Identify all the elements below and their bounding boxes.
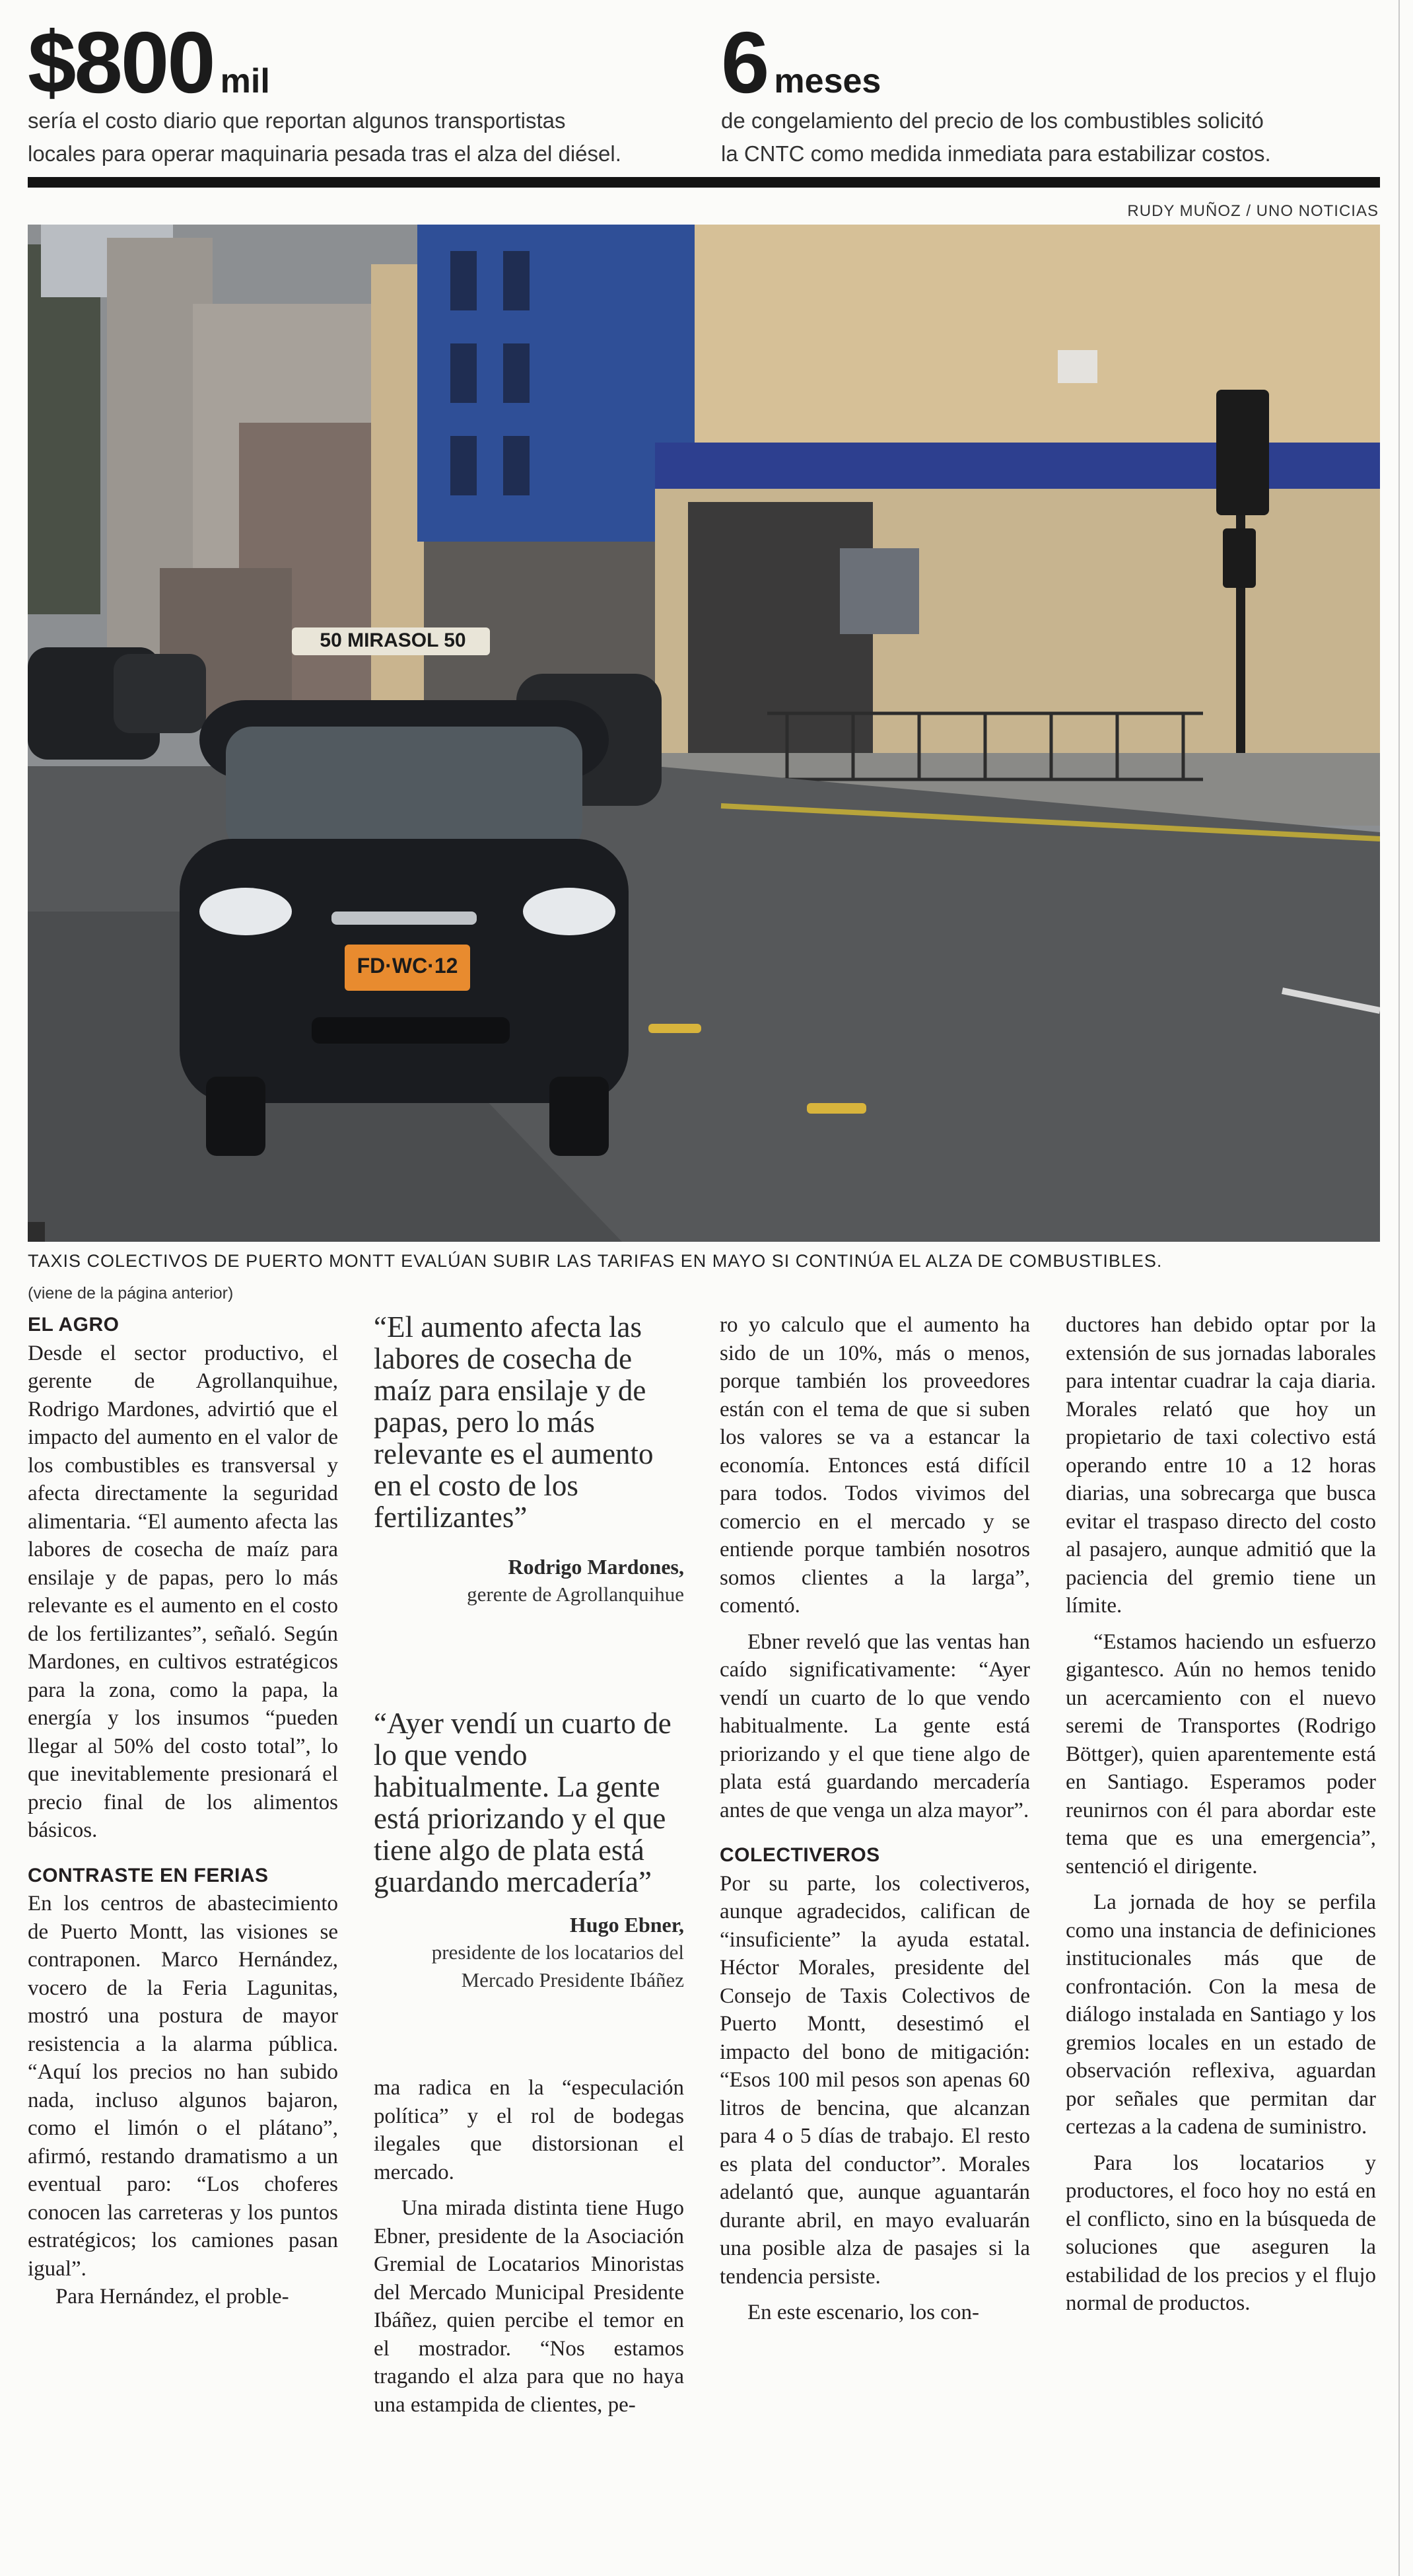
news-photo	[28, 225, 1380, 1242]
stat-1-number: $800	[28, 14, 214, 111]
section-heading-el-agro: EL AGRO	[28, 1314, 120, 1336]
stat-2-line-1: de congelamiento del precio de los combustibles solicitó	[721, 108, 1264, 133]
pull-quote-mardones	[374, 1311, 684, 1608]
pull-quote-role: presidente de los locatarios del Mercado Presidente Ibáñez	[431, 1941, 684, 1991]
section-heading-contraste: CONTRASTE EN FERIAS	[28, 1864, 269, 1886]
stat-2-description	[721, 104, 1381, 170]
article-column-1	[28, 1311, 338, 2311]
paragraph: En los centros de abastecimiento de Puerto Montt, las visiones se contraponen. Marco Hernández, vocero de la Feria Lagunitas, mostró una postura de mayor resistencia a la alarma pública. “Aquí los precios no han subido nada, incluso algunos bajaron, como el limón o el plátano”, afirmó, restando dramatismo a un eventual paro: “Los choferes conocen las carreteras y los puntos estratégicos; los camiones pasan igual”.	[28, 1892, 338, 2281]
article-column-3	[720, 1311, 1030, 2327]
license-plate: FD·WC·12	[357, 954, 458, 978]
paragraph: Desde el sector productivo, el gerente de Agrollanquihue, Rodrigo Mardones, advirtió que el impacto del aumento en el valor de los combustibles es transversal y afecta directamente la seguridad alimentaria. “El aumento afecta las labores de cosecha de maíz para ensilaje y de papas, pero lo más relevante es el aumento en el costo de los fertilizantes”, señaló. Según Mardones, en cultivos estratégicos para la zona, como la papa, la energía y los insumos “pueden llegar al 50% del costo total”, lo que inevitablemente presionará el precio final de los alimentos básicos.	[28, 1341, 338, 1842]
pull-quote-text: “El aumento afecta las labores de cosecha de maíz para ensilaje y de papas, pero lo más relevante es el aumento en el costo de los fertilizantes”	[374, 1310, 654, 1534]
photo-caption: TAXIS COLECTIVOS DE PUERTO MONTT EVALÚAN SUBIR LAS TARIFAS EN MAYO SI CONTINÚA EL ALZA DE COMBUSTIBLES.	[28, 1251, 1163, 1271]
stat-2-line-2: la CNTC como medida inmediata para estabilizar costos.	[721, 141, 1271, 166]
article-column-2	[374, 2074, 684, 2419]
taxi-roof-sign: 50 MIRASOL 50	[320, 629, 466, 651]
paragraph: ma radica en la “especulación política” y el rol de bodegas ilegales que distorsionan el mercado.	[374, 2076, 684, 2184]
paragraph: Para los locatarios y productores, el foco hoy no está en el conflicto, sino en la búsqueda de soluciones que aseguren la estabilidad de los precios y el flujo normal de productos.	[1066, 2151, 1376, 2315]
pull-quote-name: Hugo Ebner,	[569, 1913, 684, 1937]
article-column-4	[1066, 1311, 1376, 2318]
paragraph: Una mirada distinta tiene Hugo Ebner, presidente de la Asociación Gremial de Locatarios Minoristas del Mercado Municipal Presidente Ibáñez, quien percibe el temor en el mostrador. “Nos estamos tragando el alza para que no haya una estampida de clientes, pe-	[374, 2196, 684, 2417]
continued-note: (viene de la página anterior)	[28, 1284, 234, 1303]
stat-2-unit: meses	[774, 62, 881, 100]
paragraph: “Estamos haciendo un esfuerzo gigantesco. Aún no hemos tenido un acercamiento con el nuevo seremi de Transportes (Rodrigo Böttger), quien aparentemente está en Santiago. Esperamos poder reunirnos con él para abordar este tema que es una emergencia”, sentenció el dirigente.	[1066, 1629, 1376, 1878]
pull-quote-ebner	[374, 1707, 684, 1994]
stat-1-unit: mil	[220, 62, 270, 100]
pull-quote-text: “Ayer vendí un cuarto de lo que vendo habitualmente. La gente está priorizando y el que tiene algo de plata está guardando mercadería”	[374, 1707, 672, 1898]
paragraph: Ebner reveló que las ventas han caído significativamente: “Ayer vendí un cuarto de lo que vendo habitualmente. La gente está priorizando y el que tiene algo de plata está guardando mercadería antes de que venga un alza mayor”.	[720, 1629, 1030, 1822]
pull-quote-name: Rodrigo Mardones,	[508, 1555, 684, 1579]
stat-1-line-1: sería el costo diario que reportan algunos transportistas	[28, 108, 566, 133]
paragraph: ro yo calculo que el aumento ha sido de un 10%, más o menos, porque también los proveedores están con el tema de que si suben los valores se va a estancar la economía. Entonces está difícil para todos. Todos vivimos del comercio en el mercado y se entiende porque también nosotros somos clientes a la larga”, comentó.	[720, 1313, 1030, 1618]
stat-1-description	[28, 104, 688, 170]
pull-quote-role: gerente de Agrollanquihue	[467, 1583, 684, 1606]
section-heading-colectiveros: COLECTIVEROS	[720, 1844, 880, 1866]
stat-1-line-2: locales para operar maquinaria pesada tras el alza del diésel.	[28, 141, 621, 166]
header-rule	[28, 177, 1380, 188]
photo-credit: RUDY MUÑOZ / UNO NOTICIAS	[1127, 202, 1379, 220]
paragraph: En este escenario, los con-	[747, 2301, 979, 2324]
paragraph: La jornada de hoy se perfila como una instancia de definiciones institucionales más que de confrontación. Con la mesa de diálogo instalada en Santiago y los gremios locales en un estado de observación reflexiva, aguardan por señales que permitan dar certezas a la cadena de suministro.	[1066, 1890, 1376, 2139]
paragraph: Para Hernández, el proble-	[55, 2285, 289, 2308]
paragraph: ductores han debido optar por la extensión de sus jornadas laborales para intentar cuadrar la caja diaria. Morales relató que hoy un propietario de taxi colectivo está operando entre 10 a 12 horas diarias, una sobrecarga que busca evitar el traspaso directo del costo al pasajero, aunque admitió que la paciencia del gremio tiene un límite.	[1066, 1313, 1376, 1618]
stat-2-number: 6	[721, 14, 768, 111]
page-edge-line	[1398, 0, 1400, 2576]
paragraph: Por su parte, los colectiveros, aunque agradecidos, califican de “insuficiente” la ayuda estatal. Héctor Morales, presidente del Consejo de Taxis Colectivos de Puerto Montt, desestimó el impacto del bono de mitigación: “Esos 100 mil pesos son apenas 60 litros de bencina, que alcanzan para 4 o 5 días de trabajo. El resto es plata del conductor”. Morales adelantó que, aunque aguantarán durante abril, en mayo evaluarán una posible alza de pasajes si la tendencia persiste.	[720, 1871, 1030, 2289]
